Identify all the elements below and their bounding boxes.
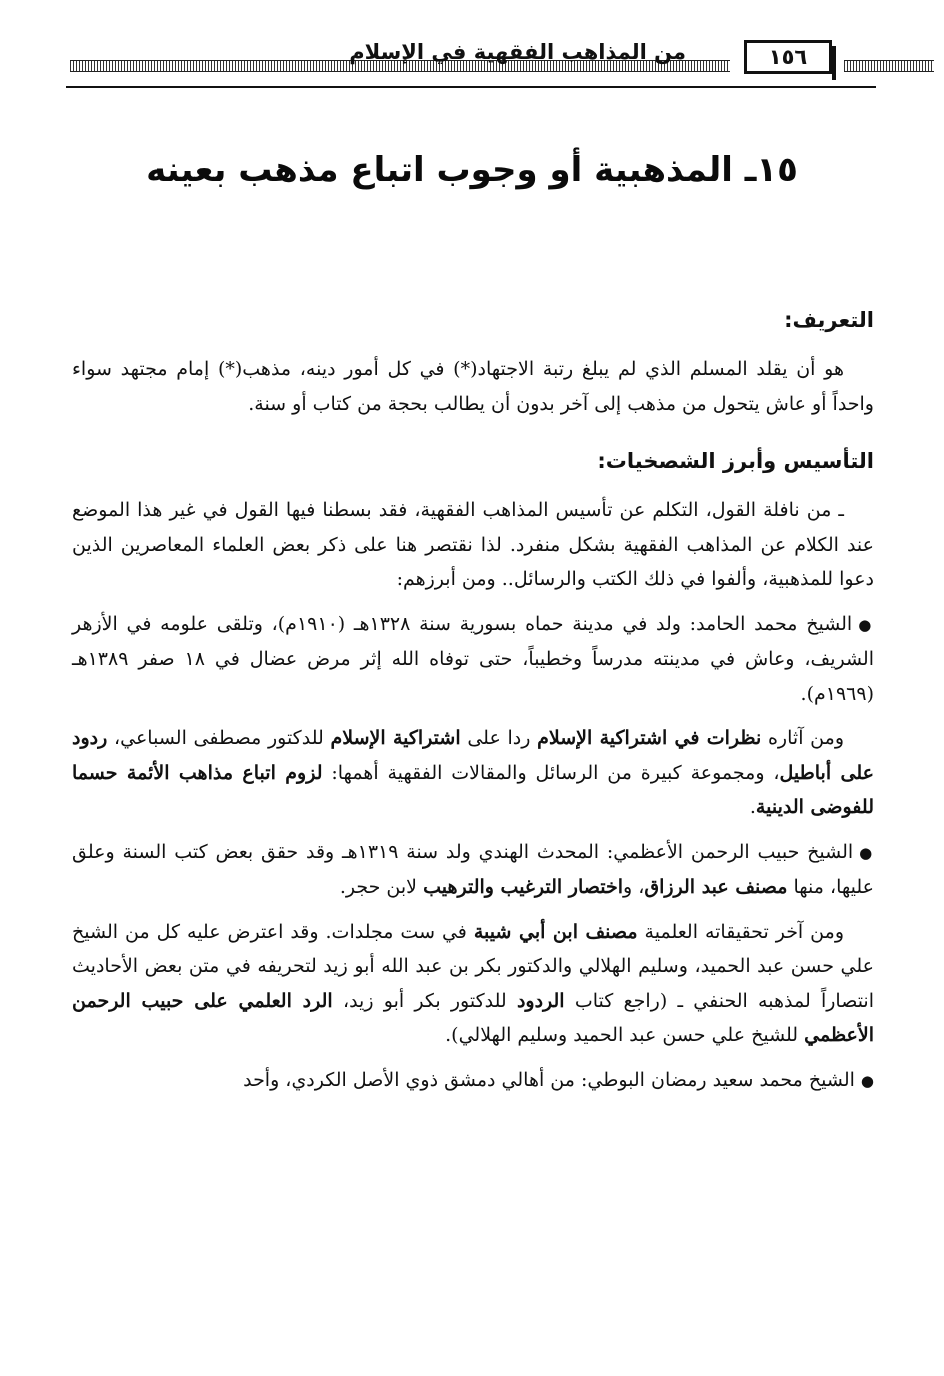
scholar-paragraph-hamid: ●الشيخ محمد الحامد: ولد في مدينة حماه بسورية سنة ١٣٢٨هـ (١٩١٠م)، وتلقى علومه في الأزهر الشريف، وعاش في مدينته مدرساً وخطيباً، حتى توفاه الله إثر مرض عضال في ١٨ صفر ١٣٨٩هـ (١٩٦٩م). bbox=[72, 612, 874, 705]
founding-intro: ـ من نافلة القول، التكلم عن تأسيس المذاهب الفقهية، فقد بسطنا فيها القول في غير هذا الموضع عند الكلام عن المذاهب الفقهية بشكل منفرد. لذا نقتصر هنا على ذكر بعض العلماء المعاصرين الذين دعوا للمذهبية، وألفوا في ذلك الكتب والرسائل.. ومن أبرزهم: bbox=[72, 499, 874, 590]
book-title: الرد العلمي على حبيب الرحمن الأعظمي bbox=[72, 989, 874, 1046]
running-header-title: من المذاهب الفقهية في الإسلام bbox=[349, 40, 686, 64]
founding-heading: التأسيس وأبرز الشصخيات: bbox=[597, 449, 874, 473]
book-title: اختصار الترغيب والترهيب bbox=[423, 876, 623, 898]
book-title: مصنف عبد الرزاق bbox=[644, 876, 788, 898]
book-title: اشتراكية الإسلام bbox=[330, 727, 461, 749]
book-title: مصنف ابن أبي شيبة bbox=[473, 920, 638, 943]
book-title: لزوم اتباع مذاهب الأئمة حسما للفوضى الدينية bbox=[72, 761, 874, 818]
page-number: ١٥٦ bbox=[768, 45, 808, 69]
page-body bbox=[72, 302, 874, 1108]
scholar-paragraph-bouti: ●الشيخ محمد سعيد رمضان البوطي: من أهالي دمشق ذوي الأصل الكردي، وأحد bbox=[243, 1068, 874, 1091]
header-hatch-right bbox=[844, 60, 934, 72]
chapter-title: ١٥ـ المذهبية أو وجوب اتباع مذهب بعينه bbox=[146, 150, 798, 190]
definition-text: هو أن يقلد المسلم الذي لم يبلغ رتبة الاجتهاد(*) في كل أمور دينه، مذهب(*) إمام مجتهد سواء واحداً أو عاش يتحول من مذهب إلى آخر بدون أن يطالب بحجة من كتاب أو سنة. bbox=[72, 358, 874, 415]
hamid-works-paragraph: ومن آثاره نظرات في اشتراكية الإسلام ردا على اشتراكية الإسلام للدكتور مصطفى السباعي، ردود على أباطيل، ومجموعة كبيرة من الرسائل والمقالات الفقهية أهمها: لزوم اتباع مذاهب الأئمة حسما للفوضى الدينية. bbox=[72, 727, 875, 818]
header-rule bbox=[66, 86, 876, 88]
book-title: الردود bbox=[516, 989, 565, 1012]
bullet-marker: ● bbox=[860, 1071, 874, 1090]
bullet-marker: ● bbox=[859, 843, 874, 862]
scholar-paragraph-azami: ●الشيخ حبيب الرحمن الأعظمي: المحدث الهندي ولد سنة ١٣١٩هـ وقد حقق بعض كتب السنة وعلق عليها، منها مصنف عبد الرزاق، واختصار الترغيب والترهيب لابن حجر. bbox=[72, 840, 874, 898]
book-title: ردود على أباطيل bbox=[72, 727, 875, 784]
running-header bbox=[66, 36, 876, 92]
definition-heading: التعريف: bbox=[784, 308, 874, 332]
azami-works-paragraph: ومن آخر تحقيقاته العلمية مصنف ابن أبي شيبة في ست مجلدات. وقد اعترض عليه كل من الشيخ علي حسن عبد الحميد، وسليم الهلالي والدكتور بكر بن عبد الله أبو زيد لتحريفه في متن بعض الأحاديث انتصاراً لمذهبه الحنفي ـ (راجع كتاب الردود للدكتور بكر أبو زيد، الرد العلمي على حبيب الرحمن الأعظمي للشيخ علي حسن عبد الحميد وسليم الهلالي). bbox=[72, 920, 874, 1046]
bullet-marker: ● bbox=[858, 615, 874, 634]
book-title: نظرات في اشتراكية الإسلام bbox=[537, 727, 762, 749]
page-number-box bbox=[744, 40, 832, 74]
